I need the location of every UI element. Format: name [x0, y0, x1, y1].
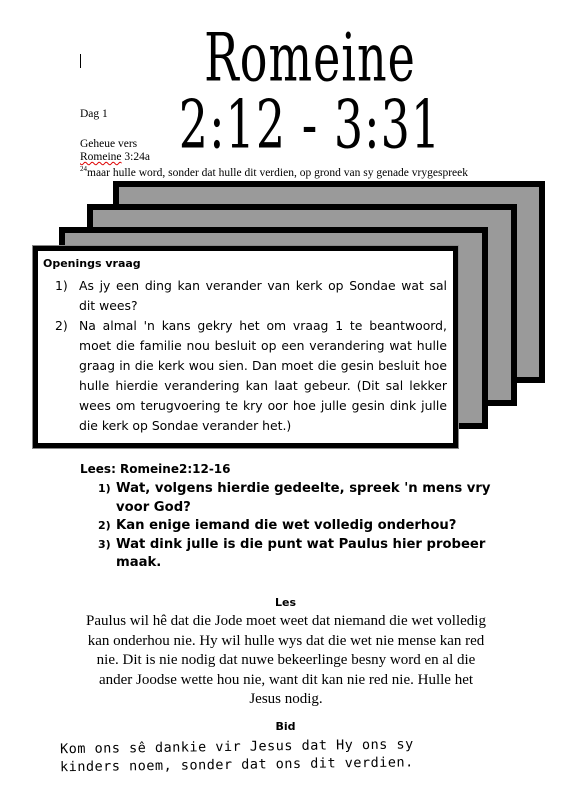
opening-heading: Openings vraag	[43, 257, 141, 270]
page-title: Romeine 2:12 - 3:31	[178, 18, 442, 164]
item-text: Kan enige iemand die wet volledig onderhou?	[116, 518, 457, 533]
opening-question-list	[55, 276, 447, 436]
item-number: 1)	[98, 482, 111, 495]
memory-verse-text	[80, 163, 468, 180]
lesson-heading: Les	[274, 596, 297, 609]
item-text: Wat dink julle is die punt wat Paulus hier probeer maak.	[116, 536, 486, 570]
verse-number: 24	[80, 165, 87, 173]
item-number: 3)	[98, 537, 111, 551]
prayer-line-1: Kom ons sê dankie vir Jesus dat Hy ons sy	[59, 736, 414, 758]
memory-verse-label: Geheue vers	[80, 138, 138, 150]
item-text: Na almal 'n kans gekry het om vraag 1 te beantwoord, moet die familie nou besluit op een verandering wat hulle graag in die kerk wou sien. Dan moet die gesin besluit hoe hulle hierdie verandering kan laat gebeur. (Dit sal lekker wees om terugvoering te kry oor hoe julle gesin dink julle die kerk op Sondae verander het.)	[79, 318, 447, 433]
item-text: Wat, volgens hierdie gedeelte, spreek 'n mens vry voor God?	[116, 481, 491, 515]
verse-text: maar hulle word, sonder dat hulle dit verdien, op grond van sy genade vrygespreek	[87, 166, 468, 179]
reading-question-list	[98, 480, 508, 573]
reference-book: Romeine	[80, 151, 122, 163]
text-cursor	[80, 54, 81, 68]
reference-rest: 3:24a	[121, 151, 150, 163]
item-number: 2)	[98, 519, 111, 532]
list-item	[98, 536, 508, 573]
prayer-line-2: kinders noem, sonder dat ons dit verdien.	[59, 754, 414, 776]
item-number: 1)	[55, 278, 68, 293]
item-text: As jy een ding kan verander van kerk op Sondae wat sal dit wees?	[79, 278, 447, 313]
day-label: Dag 1	[80, 108, 108, 120]
list-item	[98, 517, 508, 536]
lesson-text: Paulus wil hê dat die Jode moet weet dat niemand die wet volledig kan onderhou nie. Hy wil hulle wys dat die wet nie mense kan red nie. Dit is nie nodig dat nuwe bekeerlinge besny word en al die ander Joodse wette hou nie, want dit kan nie red nie. Hulle het Jesus nodig.	[86, 613, 486, 707]
prayer-heading: Bid	[275, 720, 296, 733]
list-item	[55, 316, 447, 436]
reading-heading: Lees: Romeine2:12-16	[80, 462, 231, 476]
list-item	[55, 276, 447, 316]
item-number: 2)	[55, 318, 68, 333]
list-item	[98, 480, 508, 517]
